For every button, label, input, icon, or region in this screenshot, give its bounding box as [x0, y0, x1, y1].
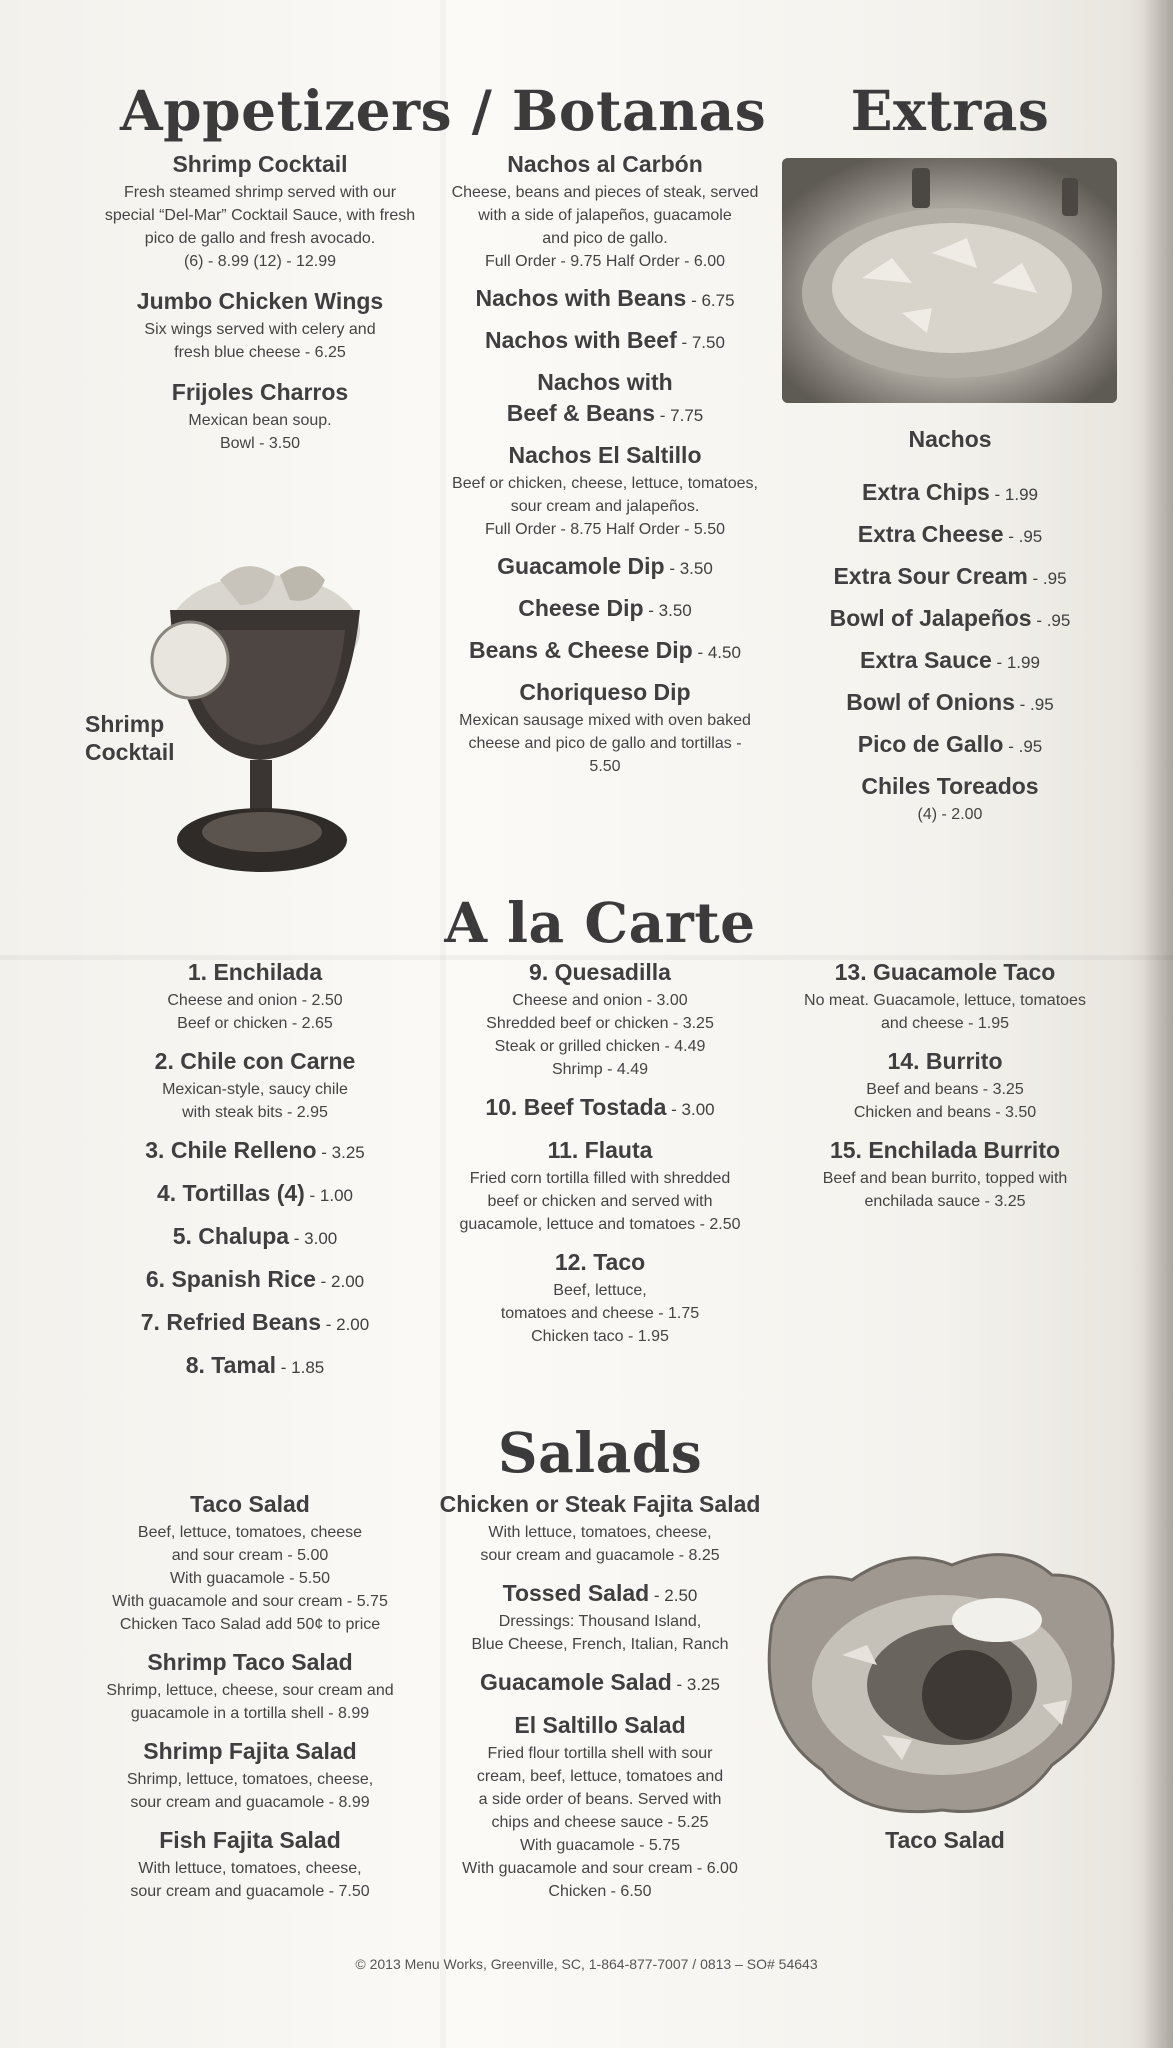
- item-description: With guacamole and sour cream - 6.00: [462, 1860, 738, 1877]
- item-description: Fried corn tortilla filled with shredded: [469, 1170, 731, 1187]
- menu-item-name: [800, 646, 1100, 677]
- menu-item: [100, 958, 410, 1035]
- menu-item: [430, 958, 770, 1081]
- menu-item-name: [425, 399, 785, 430]
- menu-item-name: [780, 1136, 1110, 1167]
- item-title: Shrimp Cocktail: [172, 151, 348, 177]
- menu-item-name: [430, 1579, 770, 1610]
- item-description: Shrimp, lettuce, tomatoes, cheese,: [126, 1771, 374, 1788]
- item-title: Bowl of Onions: [846, 689, 1015, 715]
- taco-salad-image: [752, 1535, 1132, 1825]
- item-title: 4. Tortillas (4): [156, 1180, 305, 1206]
- item-description: Shredded beef or chicken - 3.25: [486, 1015, 714, 1032]
- menu-item: [800, 478, 1100, 509]
- item-description: a side order of beans. Served with: [478, 1791, 722, 1808]
- menu-item: [90, 1737, 410, 1814]
- salads-title: Salads: [497, 1420, 703, 1485]
- menu-item: [425, 678, 785, 778]
- menu-item-name: [430, 1668, 770, 1699]
- item-price: - .95: [1003, 527, 1043, 546]
- menu-item-name: [800, 478, 1100, 509]
- item-description: With lettuce, tomatoes, cheese,: [488, 1524, 712, 1541]
- menu-item: [100, 1351, 410, 1382]
- item-description: Beef and bean burrito, topped with: [822, 1170, 1068, 1187]
- item-title: Cheese Dip: [518, 595, 644, 621]
- alacarte-title: A la Carte: [444, 890, 756, 955]
- item-description: Mexican-style, saucy chile: [162, 1081, 348, 1098]
- item-price: - 1.99: [989, 485, 1039, 504]
- item-title: Bowl of Jalapeños: [829, 605, 1032, 631]
- item-description: Beef, lettuce, tomatoes, cheese: [137, 1524, 363, 1541]
- item-description: Bowl - 3.50: [219, 435, 301, 452]
- item-title: Extra Sauce: [860, 647, 992, 673]
- item-title: Nachos with Beans: [475, 285, 687, 311]
- item-price: - .95: [1003, 737, 1043, 756]
- menu-item-name: [800, 520, 1100, 551]
- item-title: Nachos El Saltillo: [508, 442, 702, 468]
- item-title: Tossed Salad: [502, 1580, 650, 1606]
- item-description: and pico de gallo.: [542, 230, 668, 247]
- salads-left-column: [90, 1490, 410, 1915]
- menu-item: [800, 520, 1100, 551]
- menu-item: [90, 378, 430, 455]
- item-price: - 2.00: [321, 1315, 370, 1334]
- menu-item-name: [100, 1351, 410, 1382]
- item-description: Beef and beans - 3.25: [866, 1081, 1024, 1098]
- menu-item: [800, 730, 1100, 761]
- item-price: - 2.00: [315, 1272, 365, 1291]
- menu-item-name: [425, 678, 785, 709]
- item-description: enchilada sauce - 3.25: [864, 1193, 1026, 1210]
- menu-item: [425, 150, 785, 273]
- menu-item: [800, 562, 1100, 593]
- menu-item: [90, 1490, 410, 1636]
- item-price: - 7.75: [655, 406, 704, 425]
- menu-item-name: [430, 1711, 770, 1742]
- item-title: 10. Beef Tostada: [485, 1094, 667, 1120]
- menu-item: [425, 636, 785, 667]
- item-title: 3. Chile Relleno: [145, 1137, 317, 1163]
- menu-item: [425, 594, 785, 625]
- menu-item: [100, 1179, 410, 1210]
- menu-item-name: [800, 688, 1100, 719]
- menu-item: [780, 1136, 1110, 1213]
- menu-item-name: [425, 368, 785, 399]
- item-description: Beef or chicken, cheese, lettuce, tomatoes,: [452, 475, 758, 492]
- menu-item-name: [425, 552, 785, 583]
- page-edge-shadow: [1143, 0, 1173, 2048]
- item-description: Beef, lettuce,: [553, 1282, 647, 1299]
- menu-item-name: [90, 1737, 410, 1768]
- menu-item-name: [425, 150, 785, 181]
- alacarte-right-column: [780, 958, 1110, 1225]
- menu-item-name: [90, 287, 430, 318]
- menu-item: [425, 284, 785, 315]
- menu-item-name: [800, 604, 1100, 635]
- item-description: Cheese and onion - 3.00: [512, 992, 688, 1009]
- item-title: Shrimp Taco Salad: [147, 1649, 353, 1675]
- menu-item-name: [430, 1093, 770, 1124]
- item-description: Steak or grilled chicken - 4.49: [494, 1038, 706, 1055]
- menu-item-name: [100, 958, 410, 989]
- menu-item: [430, 1668, 770, 1699]
- item-price: - 6.75: [686, 291, 735, 310]
- menu-item: [425, 441, 785, 541]
- taco-salad-caption: Taco Salad: [885, 1827, 1005, 1853]
- item-description: With guacamole and sour cream - 5.75: [112, 1593, 388, 1610]
- appetizers-left-column: [90, 150, 430, 469]
- item-description: Full Order - 9.75 Half Order - 6.00: [484, 253, 726, 270]
- item-description: sour cream and jalapeños.: [510, 498, 700, 515]
- salads-middle-column: [430, 1490, 770, 1915]
- item-price: - 3.50: [643, 601, 692, 620]
- item-description: with steak bits - 2.95: [182, 1104, 328, 1121]
- item-description: tomatoes and cheese - 1.75: [500, 1305, 700, 1322]
- item-description: and cheese - 1.95: [880, 1015, 1010, 1032]
- menu-item: [800, 688, 1100, 719]
- item-title: 7. Refried Beans: [140, 1309, 322, 1335]
- item-description: guacamole, lettuce and tomatoes - 2.50: [459, 1216, 741, 1233]
- menu-item-name: [100, 1265, 410, 1296]
- item-description: Chicken Taco Salad add 50¢ to price: [119, 1616, 381, 1633]
- menu-item: [800, 646, 1100, 677]
- menu-item: [430, 1136, 770, 1236]
- item-description: fresh blue cheese - 6.25: [174, 344, 346, 361]
- item-description: With guacamole - 5.50: [169, 1570, 331, 1587]
- menu-item-name: [430, 1136, 770, 1167]
- item-description: Full Order - 8.75 Half Order - 5.50: [484, 521, 726, 538]
- menu-item-name: [800, 772, 1100, 803]
- item-title: Beef & Beans: [506, 400, 656, 426]
- item-title: Frijoles Charros: [171, 379, 349, 405]
- item-description: (6) - 8.99 (12) - 12.99: [183, 253, 337, 270]
- nachos-caption: Nachos: [908, 426, 992, 452]
- item-title: 6. Spanish Rice: [145, 1266, 316, 1292]
- item-title: Taco Salad: [190, 1491, 310, 1517]
- item-title: Extra Chips: [861, 479, 990, 505]
- item-title: Extra Cheese: [857, 521, 1004, 547]
- item-description: Six wings served with celery and: [144, 321, 376, 338]
- alacarte-left-column: [100, 958, 410, 1394]
- menu-item: [425, 368, 785, 399]
- menu-item: [430, 1093, 770, 1124]
- menu-item: [100, 1308, 410, 1339]
- menu-item-name: [90, 1490, 410, 1521]
- item-description: 5.50: [589, 758, 621, 775]
- item-description: with a side of jalapeños, guacamole: [478, 207, 732, 224]
- item-description: chips and cheese sauce - 5.25: [491, 1814, 709, 1831]
- menu-item-name: [425, 326, 785, 357]
- item-description: Mexican sausage mixed with oven baked: [459, 712, 751, 729]
- item-price: - 3.25: [316, 1143, 365, 1162]
- item-description: cheese and pico de gallo and tortillas -: [468, 735, 742, 752]
- item-title: Chiles Toreados: [861, 773, 1039, 799]
- item-price: - .95: [1027, 569, 1067, 588]
- item-title: 1. Enchilada: [187, 959, 323, 985]
- menu-item-name: [425, 441, 785, 472]
- menu-item-name: [100, 1222, 410, 1253]
- item-description: With lettuce, tomatoes, cheese,: [138, 1860, 362, 1877]
- item-description: Dressings: Thousand Island,: [498, 1613, 702, 1630]
- menu-item: [425, 326, 785, 357]
- item-description: cream, beef, lettuce, tomatoes and: [476, 1768, 724, 1785]
- item-title: Nachos with: [537, 369, 673, 395]
- item-description: Cheese and onion - 2.50: [167, 992, 343, 1009]
- item-description: guacamole in a tortilla shell - 8.99: [130, 1705, 370, 1722]
- menu-item: [430, 1711, 770, 1903]
- menu-item: [100, 1265, 410, 1296]
- item-description: Shrimp, lettuce, cheese, sour cream and: [106, 1682, 394, 1699]
- item-description: Cheese, beans and pieces of steak, served: [451, 184, 759, 201]
- menu-item-name: [100, 1136, 410, 1167]
- item-title: El Saltillo Salad: [514, 1712, 686, 1738]
- item-title: 12. Taco: [554, 1249, 646, 1275]
- item-title: 11. Flauta: [547, 1137, 653, 1163]
- item-description: Chicken taco - 1.95: [531, 1328, 669, 1345]
- item-title: Nachos with Beef: [485, 327, 677, 353]
- item-title: 14. Burrito: [887, 1048, 1003, 1074]
- item-description: sour cream and guacamole - 7.50: [130, 1883, 370, 1900]
- menu-item-name: [800, 562, 1100, 593]
- item-description: pico de gallo and fresh avocado.: [144, 230, 376, 247]
- item-description: Fried flour tortilla shell with sour: [487, 1745, 713, 1762]
- menu-item-name: [100, 1047, 410, 1078]
- item-title: 8. Tamal: [185, 1352, 277, 1378]
- item-description: Shrimp - 4.49: [551, 1061, 649, 1078]
- item-description: Fresh steamed shrimp served with our: [123, 184, 397, 201]
- menu-item-name: [780, 958, 1110, 989]
- menu-item-name: [425, 594, 785, 625]
- item-title: Guacamole Dip: [497, 553, 665, 579]
- item-price: - 2.50: [649, 1586, 698, 1605]
- item-description: Chicken - 6.50: [548, 1883, 652, 1900]
- menu-item-name: [430, 1490, 770, 1521]
- menu-item: [100, 1047, 410, 1124]
- item-title: Chicken or Steak Fajita Salad: [439, 1491, 761, 1517]
- footer-copyright: © 2013 Menu Works, Greenville, SC, 1-864-877-7007 / 0813 – SO# 54643: [355, 1956, 818, 1972]
- menu-item: [780, 958, 1110, 1035]
- item-price: - .95: [1031, 611, 1071, 630]
- item-price: - 3.00: [666, 1100, 715, 1119]
- menu-item: [430, 1248, 770, 1348]
- nachos-photo: [782, 158, 1117, 403]
- menu-item: [800, 772, 1100, 826]
- menu-item-name: [425, 284, 785, 315]
- item-title: 15. Enchilada Burrito: [829, 1137, 1061, 1163]
- item-description: Mexican bean soup.: [188, 412, 332, 429]
- item-title: Shrimp Fajita Salad: [143, 1738, 357, 1764]
- menu-item: [425, 399, 785, 430]
- item-price: - 1.99: [991, 653, 1040, 672]
- menu-item-name: [425, 636, 785, 667]
- item-title: 13. Guacamole Taco: [834, 959, 1056, 985]
- menu-item-name: [100, 1179, 410, 1210]
- item-title: Extra Sour Cream: [833, 563, 1028, 589]
- extras-title: Extras: [850, 78, 1050, 143]
- item-description: and sour cream - 5.00: [171, 1547, 329, 1564]
- menu-item-name: [90, 150, 430, 181]
- item-description: Chicken and beans - 3.50: [853, 1104, 1037, 1121]
- menu-item: [90, 1648, 410, 1725]
- menu-item: [780, 1047, 1110, 1124]
- item-title: Guacamole Salad: [480, 1669, 672, 1695]
- item-title: Nachos al Carbón: [507, 151, 703, 177]
- item-price: - 3.50: [664, 559, 713, 578]
- appetizers-title: Appetizers / Botanas: [120, 78, 767, 143]
- item-price: - 4.50: [692, 643, 741, 662]
- item-price: - 7.50: [676, 333, 725, 352]
- item-price: - 1.00: [304, 1186, 354, 1205]
- item-title: Beans & Cheese Dip: [469, 637, 693, 663]
- item-price: - 3.00: [289, 1229, 338, 1248]
- item-description: beef or chicken and served with: [487, 1193, 713, 1210]
- item-description: sour cream and guacamole - 8.25: [480, 1547, 720, 1564]
- item-description: Beef or chicken - 2.65: [177, 1015, 333, 1032]
- nachos-image: [782, 158, 1117, 403]
- menu-item: [425, 552, 785, 583]
- menu-item: [800, 604, 1100, 635]
- item-price: - 1.85: [276, 1358, 325, 1377]
- item-title: 5. Chalupa: [172, 1223, 290, 1249]
- menu-item-name: [90, 1826, 410, 1857]
- menu-item: [100, 1136, 410, 1167]
- item-description: sour cream and guacamole - 8.99: [130, 1794, 370, 1811]
- menu-item-name: [90, 378, 430, 409]
- item-title: 2. Chile con Carne: [154, 1048, 356, 1074]
- item-description: Blue Cheese, French, Italian, Ranch: [471, 1636, 729, 1653]
- item-title: Pico de Gallo: [857, 731, 1004, 757]
- item-price: - 3.25: [671, 1675, 720, 1694]
- appetizers-middle-column: [425, 150, 785, 789]
- menu-item: [430, 1579, 770, 1656]
- alacarte-middle-column: [430, 958, 770, 1360]
- item-price: - .95: [1014, 695, 1054, 714]
- item-title: Jumbo Chicken Wings: [136, 288, 384, 314]
- extras-column: [800, 478, 1100, 837]
- item-title: Choriqueso Dip: [519, 679, 691, 705]
- shrimp-cocktail-caption: Shrimp Cocktail: [85, 711, 175, 765]
- item-title: 9. Quesadilla: [529, 959, 671, 985]
- item-description: With guacamole - 5.75: [519, 1837, 681, 1854]
- item-description: special “Del-Mar” Cocktail Sauce, with fresh: [104, 207, 416, 224]
- menu-item: [90, 150, 430, 273]
- item-title: Fish Fajita Salad: [159, 1827, 341, 1853]
- taco-salad-photo: [752, 1535, 1132, 1825]
- menu-item: [90, 1826, 410, 1903]
- menu-item-name: [780, 1047, 1110, 1078]
- menu-item-name: [430, 958, 770, 989]
- menu-item: [100, 1222, 410, 1253]
- menu-item-name: [100, 1308, 410, 1339]
- item-description: No meat. Guacamole, lettuce, tomatoes: [804, 992, 1086, 1009]
- item-description: (4) - 2.00: [917, 806, 983, 823]
- menu-item: [90, 287, 430, 364]
- menu-item: [430, 1490, 770, 1567]
- menu-item-name: [430, 1248, 770, 1279]
- menu-item-name: [800, 730, 1100, 761]
- menu-item-name: [90, 1648, 410, 1679]
